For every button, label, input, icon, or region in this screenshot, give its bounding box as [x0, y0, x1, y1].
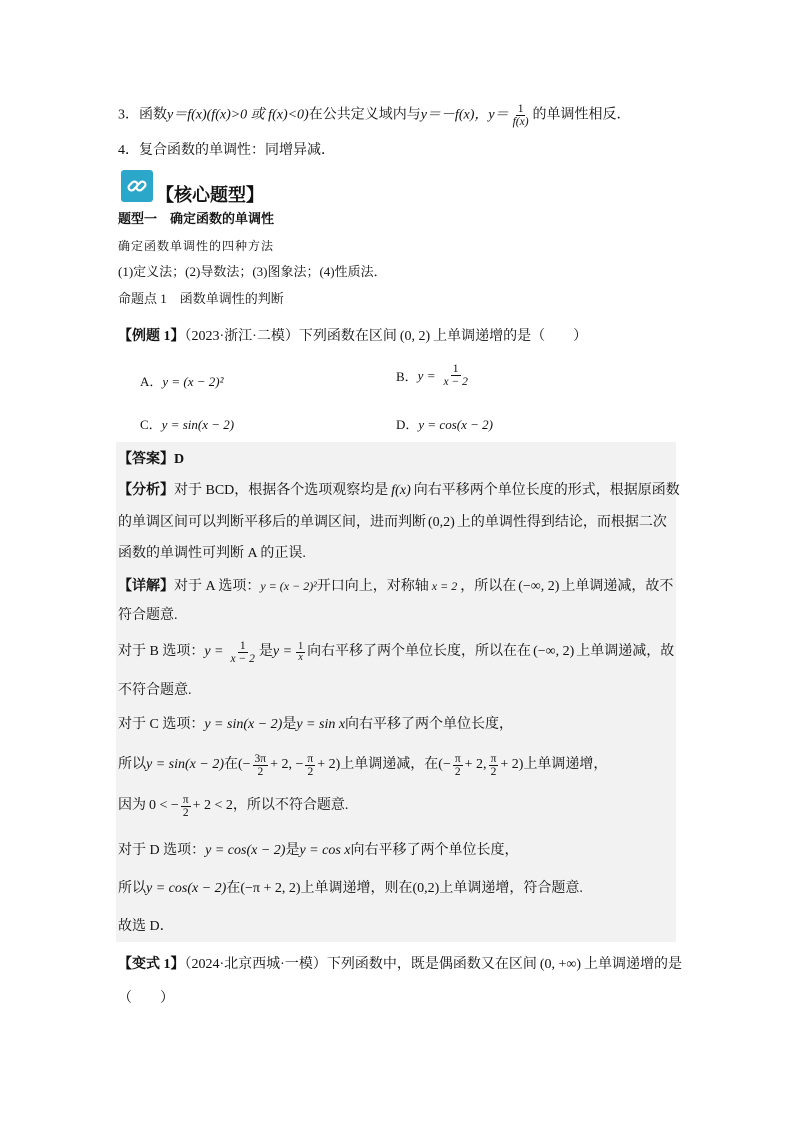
methods-list: (1)定义法；(2)导数法；(3)图象法；(4)性质法． — [118, 264, 387, 279]
detail-d-line-1: 对于 D 选项：y = cos(x − 2)是y = cos x向右平移了两个单位长度， — [118, 843, 519, 858]
rule-3-mid: 在公共定义域内与 — [308, 107, 421, 123]
method-title: 确定函数单调性的四种方法 — [118, 239, 275, 253]
variant-1-question: 【变式 1】（2024·北京西城·一模）下列函数中，既是偶函数又在区间 (0, +∞) 上单调递增的是 — [118, 957, 683, 972]
rule-3 — [118, 103, 631, 128]
detail-b-line-1: 对于 B 选项： y = $\frac{1}{x - 2}$ 是 y = $\frac{1}{x}$ 向右平移了两个单位长度，所以在在 (−∞, 2) 上单调递减，故 — [118, 639, 675, 665]
example-1-source: （2023·浙江·二模） — [184, 329, 299, 344]
example-1-text-a: 下列函数在区间 — [298, 329, 397, 344]
option-c: C．y = sin(x − 2) — [140, 417, 235, 432]
link-icon — [121, 170, 153, 202]
detail-a-line-1: 【详解】对于 A 选项：y = (x − 2)²开口向上，对称轴 x = 2 ，所以在 (−∞, 2) 上单调递减，故不 — [118, 579, 674, 594]
analysis-line-2: 的单调区间可以判断平移后的单调区间，进而判断 (0,2) 上的单调性得到结论，而根据二次 — [118, 515, 667, 530]
answer: 【答案】D — [118, 452, 185, 467]
rule-3-prefix: 3．函数 — [118, 107, 167, 123]
option-a: A．y = (x − 2)² — [140, 374, 224, 389]
section-title: 【核心题型】 — [156, 185, 264, 205]
example-1-text-b: 上单调递增的是（ ） — [433, 329, 588, 344]
variant-1-paren: （ ） — [118, 991, 174, 1006]
rule-4: 4．复合函数的单调性：同增异减． — [118, 143, 335, 158]
type-1-heading: 题型一 确定函数的单调性 — [118, 211, 275, 226]
analysis-line-1: 【分析】对于 BCD，根据各个选项观察均是 f(x) 向右平移两个单位长度的形式，根据原函数 — [118, 483, 680, 498]
detail-b-line-2: 不符合题意. — [118, 683, 192, 698]
rule-3-neg: y＝－f(x)，y＝ — [420, 107, 509, 123]
detail-c-line-2: 所以 y = sin(x − 2) 在 (− $\frac{3\pi}{2}$ + 2, − $\frac{\pi}{2}$ + 2) 上单调递减，在 (− $\frac{\pi}{2}$ + 2, $\frac{\pi}{2}$ + 2) 上单调递增， — [118, 752, 608, 778]
example-1-question — [118, 327, 587, 347]
final-answer: 故选 D． — [118, 919, 174, 934]
detail-a-line-2: 符合题意. — [118, 608, 178, 623]
rule-3-function: y＝f(x)(f(x)>0 或 f(x)<0) — [167, 107, 309, 123]
detail-d-line-2: 所以y = cos(x − 2)在(−π + 2, 2)上单调递增，则在(0,2)上单调递增，符合题意. — [118, 881, 583, 896]
detail-c-line-1: 对于 C 选项：y = sin(x − 2)是y = sin x向右平移了两个单位长度， — [118, 717, 514, 732]
example-1-interval: (0, 2) — [399, 329, 431, 344]
rule-3-fraction: $\frac{1}{f(x)}$ — [512, 103, 529, 128]
rule-3-suffix: 的单调性相反． — [532, 107, 631, 123]
option-b: B． y = $\frac{1}{x - 2}$ — [396, 363, 468, 388]
proposition-point: 命题点 1 函数单调性的判断 — [118, 291, 284, 306]
analysis-line-3: 函数的单调性可判断 A 的正误. — [118, 546, 306, 561]
detail-c-line-3: 因为 0 < − $\frac{\pi}{2}$ + 2 < 2 ，所以不符合题意. — [118, 793, 349, 819]
option-d: D．y = cos(x − 2) — [396, 417, 493, 432]
example-1-label: 【例题 1】 — [118, 329, 185, 344]
